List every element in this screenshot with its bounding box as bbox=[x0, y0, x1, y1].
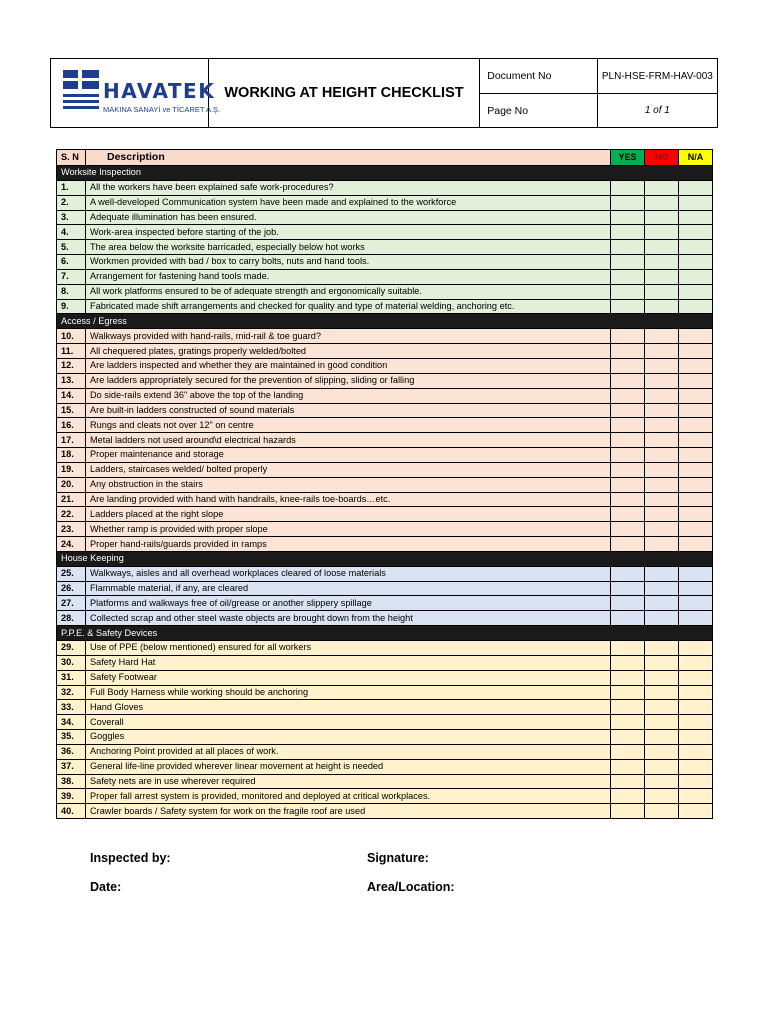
checklist-row bbox=[57, 373, 713, 388]
item-number: 19. bbox=[57, 462, 86, 477]
logo-subtitle: MAKINA SANAYİ ve TİCARET A.Ş. bbox=[103, 105, 221, 114]
checkbox-cell-no[interactable] bbox=[645, 655, 679, 670]
item-number: 31. bbox=[57, 670, 86, 685]
checkbox-cell-yes[interactable] bbox=[611, 462, 645, 477]
item-number: 20. bbox=[57, 477, 86, 492]
item-number: 38. bbox=[57, 774, 86, 789]
checkbox-cell-no[interactable] bbox=[645, 700, 679, 715]
checkbox-cell-no[interactable] bbox=[645, 448, 679, 463]
item-description: Crawler boards / Safety system for work on the fragile roof are used bbox=[86, 804, 611, 819]
checkbox-cell-na[interactable] bbox=[679, 655, 713, 670]
item-description: Metal ladders not used around\d electrical hazards bbox=[86, 433, 611, 448]
item-description: General life-line provided wherever linear movement at height is needed bbox=[86, 759, 611, 774]
item-description: Are built-in ladders constructed of sound materials bbox=[86, 403, 611, 418]
checkbox-cell-na[interactable] bbox=[679, 180, 713, 195]
checklist-row bbox=[57, 225, 713, 240]
checklist-row bbox=[57, 759, 713, 774]
item-description: Ladders placed at the right slope bbox=[86, 507, 611, 522]
checkbox-cell-no[interactable] bbox=[645, 685, 679, 700]
checkbox-cell-no[interactable] bbox=[645, 418, 679, 433]
checkbox-cell-yes[interactable] bbox=[611, 774, 645, 789]
checklist-row bbox=[57, 403, 713, 418]
checkbox-cell-no[interactable] bbox=[645, 566, 679, 581]
checkbox-cell-na[interactable] bbox=[679, 685, 713, 700]
checkbox-cell-na[interactable] bbox=[679, 492, 713, 507]
item-description: Proper fall arrest system is provided, monitored and deployed at critical workplaces. bbox=[86, 789, 611, 804]
item-description: Are landing provided with hand with handrails, knee-rails toe-boards…etc. bbox=[86, 492, 611, 507]
checkbox-cell-no[interactable] bbox=[645, 358, 679, 373]
checkbox-cell-no[interactable] bbox=[645, 744, 679, 759]
checkbox-cell-na[interactable] bbox=[679, 195, 713, 210]
logo-name: HAVATEK bbox=[103, 79, 216, 103]
checklist-row bbox=[57, 180, 713, 195]
checkbox-cell-no[interactable] bbox=[645, 477, 679, 492]
checkbox-cell-no[interactable] bbox=[645, 522, 679, 537]
item-description: All work platforms ensured to be of adequate strength and ergonomically suitable. bbox=[86, 284, 611, 299]
checkbox-cell-na[interactable] bbox=[679, 804, 713, 819]
item-number: 18. bbox=[57, 448, 86, 463]
item-description: Whether ramp is provided with proper slope bbox=[86, 522, 611, 537]
checkbox-cell-na[interactable] bbox=[679, 744, 713, 759]
item-number: 29. bbox=[57, 641, 86, 656]
column-header-na: N/A bbox=[679, 150, 713, 166]
checkbox-cell-no[interactable] bbox=[645, 225, 679, 240]
item-number: 4. bbox=[57, 225, 86, 240]
checkbox-cell-na[interactable] bbox=[679, 596, 713, 611]
item-description: Proper maintenance and storage bbox=[86, 448, 611, 463]
checklist-row bbox=[57, 641, 713, 656]
checkbox-cell-yes[interactable] bbox=[611, 448, 645, 463]
checkbox-cell-na[interactable] bbox=[679, 537, 713, 552]
checkbox-cell-yes[interactable] bbox=[611, 344, 645, 359]
checkbox-cell-no[interactable] bbox=[645, 611, 679, 626]
item-description: Do side-rails extend 36" above the top of the landing bbox=[86, 388, 611, 403]
checklist-row bbox=[57, 685, 713, 700]
checkbox-cell-na[interactable] bbox=[679, 269, 713, 284]
checkbox-cell-na[interactable] bbox=[679, 670, 713, 685]
checklist-row bbox=[57, 195, 713, 210]
checkbox-cell-yes[interactable] bbox=[611, 329, 645, 344]
checklist-row bbox=[57, 462, 713, 477]
checklist-row bbox=[57, 240, 713, 255]
checkbox-cell-yes[interactable] bbox=[611, 195, 645, 210]
checklist-row bbox=[57, 329, 713, 344]
item-number: 7. bbox=[57, 269, 86, 284]
document-no-label: Document No bbox=[480, 59, 598, 94]
item-description: Flammable material, if any, are cleared bbox=[86, 581, 611, 596]
checkbox-cell-na[interactable] bbox=[679, 700, 713, 715]
item-description: Safety Hard Hat bbox=[86, 655, 611, 670]
item-description: Safety Footwear bbox=[86, 670, 611, 685]
item-number: 26. bbox=[57, 581, 86, 596]
checkbox-cell-yes[interactable] bbox=[611, 433, 645, 448]
checkbox-cell-no[interactable] bbox=[645, 804, 679, 819]
checklist-row bbox=[57, 418, 713, 433]
section-header-row bbox=[57, 551, 713, 566]
checkbox-cell-yes[interactable] bbox=[611, 789, 645, 804]
checkbox-cell-na[interactable] bbox=[679, 210, 713, 225]
checkbox-cell-na[interactable] bbox=[679, 240, 713, 255]
checkbox-cell-yes[interactable] bbox=[611, 744, 645, 759]
checkbox-cell-na[interactable] bbox=[679, 641, 713, 656]
checkbox-cell-na[interactable] bbox=[679, 344, 713, 359]
checkbox-cell-na[interactable] bbox=[679, 507, 713, 522]
item-number: 30. bbox=[57, 655, 86, 670]
signature-label: Signature: bbox=[367, 851, 429, 865]
checklist-row bbox=[57, 388, 713, 403]
item-description: Adequate illumination has been ensured. bbox=[86, 210, 611, 225]
checklist-row bbox=[57, 255, 713, 270]
item-description: Proper hand-rails/guards provided in ramps bbox=[86, 537, 611, 552]
document-header bbox=[50, 58, 718, 128]
checklist-row bbox=[57, 358, 713, 373]
checkbox-cell-na[interactable] bbox=[679, 759, 713, 774]
checkbox-cell-yes[interactable] bbox=[611, 284, 645, 299]
checkbox-cell-no[interactable] bbox=[645, 774, 679, 789]
item-description: Are ladders inspected and whether they are maintained in good condition bbox=[86, 358, 611, 373]
item-description: Hand Gloves bbox=[86, 700, 611, 715]
item-number: 14. bbox=[57, 388, 86, 403]
checkbox-cell-no[interactable] bbox=[645, 730, 679, 745]
item-description: Any obstruction in the stairs bbox=[86, 477, 611, 492]
checkbox-cell-yes[interactable] bbox=[611, 804, 645, 819]
checkbox-cell-no[interactable] bbox=[645, 284, 679, 299]
checkbox-cell-yes[interactable] bbox=[611, 730, 645, 745]
checklist-table bbox=[56, 149, 713, 819]
checkbox-cell-yes[interactable] bbox=[611, 566, 645, 581]
item-description: Full Body Harness while working should be anchoring bbox=[86, 685, 611, 700]
section-title: Worksite Inspection bbox=[57, 166, 713, 181]
checkbox-cell-no[interactable] bbox=[645, 403, 679, 418]
area-location-label: Area/Location: bbox=[367, 880, 455, 894]
checklist-row bbox=[57, 269, 713, 284]
checkbox-cell-na[interactable] bbox=[679, 403, 713, 418]
logo-mark-icon bbox=[63, 70, 99, 114]
item-description: All the workers have been explained safe work-procedures? bbox=[86, 180, 611, 195]
checklist-row bbox=[57, 804, 713, 819]
item-number: 35. bbox=[57, 730, 86, 745]
checkbox-cell-yes[interactable] bbox=[611, 715, 645, 730]
checkbox-cell-no[interactable] bbox=[645, 329, 679, 344]
document-title: WORKING AT HEIGHT CHECKLIST bbox=[208, 59, 480, 128]
checkbox-cell-yes[interactable] bbox=[611, 269, 645, 284]
checkbox-cell-yes[interactable] bbox=[611, 492, 645, 507]
checklist-row bbox=[57, 284, 713, 299]
checkbox-cell-yes[interactable] bbox=[611, 255, 645, 270]
checklist-row bbox=[57, 596, 713, 611]
item-description: Walkways provided with hand-rails, mid-rail & toe guard? bbox=[86, 329, 611, 344]
item-number: 33. bbox=[57, 700, 86, 715]
checkbox-cell-na[interactable] bbox=[679, 611, 713, 626]
checkbox-cell-yes[interactable] bbox=[611, 240, 645, 255]
column-header-yes: YES bbox=[611, 150, 645, 166]
column-header-description: Description bbox=[86, 150, 611, 166]
checkbox-cell-no[interactable] bbox=[645, 269, 679, 284]
checkbox-cell-no[interactable] bbox=[645, 537, 679, 552]
checkbox-cell-yes[interactable] bbox=[611, 358, 645, 373]
checklist-row bbox=[57, 730, 713, 745]
item-number: 37. bbox=[57, 759, 86, 774]
checklist-row bbox=[57, 433, 713, 448]
checklist-row bbox=[57, 700, 713, 715]
checkbox-cell-yes[interactable] bbox=[611, 225, 645, 240]
item-description: Workmen provided with bad / box to carry bolts, nuts and hand tools. bbox=[86, 255, 611, 270]
item-number: 28. bbox=[57, 611, 86, 626]
checkbox-cell-na[interactable] bbox=[679, 418, 713, 433]
checkbox-cell-yes[interactable] bbox=[611, 700, 645, 715]
checklist-row bbox=[57, 537, 713, 552]
checkbox-cell-na[interactable] bbox=[679, 358, 713, 373]
checkbox-cell-no[interactable] bbox=[645, 255, 679, 270]
document-no-value: PLN-HSE-FRM-HAV-003 bbox=[597, 59, 717, 94]
section-title: P.P.E. & Safety Devices bbox=[57, 626, 713, 641]
item-description: Anchoring Point provided at all places of work. bbox=[86, 744, 611, 759]
checklist-row bbox=[57, 522, 713, 537]
item-description: Safety nets are in use wherever required bbox=[86, 774, 611, 789]
checkbox-cell-no[interactable] bbox=[645, 388, 679, 403]
checklist-row bbox=[57, 492, 713, 507]
item-number: 21. bbox=[57, 492, 86, 507]
checkbox-cell-na[interactable] bbox=[679, 299, 713, 314]
checkbox-cell-yes[interactable] bbox=[611, 655, 645, 670]
section-title: Access / Egress bbox=[57, 314, 713, 329]
item-description: Walkways, aisles and all overhead workplaces cleared of loose materials bbox=[86, 566, 611, 581]
checkbox-cell-yes[interactable] bbox=[611, 522, 645, 537]
section-title: House Keeping bbox=[57, 551, 713, 566]
section-header-row bbox=[57, 166, 713, 181]
checklist-row bbox=[57, 477, 713, 492]
item-number: 15. bbox=[57, 403, 86, 418]
checkbox-cell-na[interactable] bbox=[679, 433, 713, 448]
checkbox-cell-na[interactable] bbox=[679, 715, 713, 730]
item-number: 12. bbox=[57, 358, 86, 373]
item-number: 11. bbox=[57, 344, 86, 359]
checkbox-cell-no[interactable] bbox=[645, 507, 679, 522]
checklist-row bbox=[57, 566, 713, 581]
column-header-no: NO bbox=[645, 150, 679, 166]
checkbox-cell-na[interactable] bbox=[679, 255, 713, 270]
checkbox-cell-no[interactable] bbox=[645, 344, 679, 359]
item-number: 24. bbox=[57, 537, 86, 552]
checkbox-cell-na[interactable] bbox=[679, 373, 713, 388]
item-description: Goggles bbox=[86, 730, 611, 745]
checkbox-cell-no[interactable] bbox=[645, 210, 679, 225]
checkbox-cell-yes[interactable] bbox=[611, 210, 645, 225]
item-description: Use of PPE (below mentioned) ensured for all workers bbox=[86, 641, 611, 656]
checklist-row bbox=[57, 448, 713, 463]
checklist-row bbox=[57, 611, 713, 626]
checkbox-cell-yes[interactable] bbox=[611, 611, 645, 626]
item-number: 1. bbox=[57, 180, 86, 195]
checkbox-cell-na[interactable] bbox=[679, 566, 713, 581]
item-number: 32. bbox=[57, 685, 86, 700]
page-no-label: Page No bbox=[480, 94, 598, 128]
checkbox-cell-na[interactable] bbox=[679, 730, 713, 745]
checkbox-cell-no[interactable] bbox=[645, 433, 679, 448]
item-description: Ladders, staircases welded/ bolted properly bbox=[86, 462, 611, 477]
item-number: 17. bbox=[57, 433, 86, 448]
checkbox-cell-na[interactable] bbox=[679, 388, 713, 403]
item-description: A well-developed Communication system have been made and explained to the workforce bbox=[86, 195, 611, 210]
checklist-row bbox=[57, 210, 713, 225]
item-number: 13. bbox=[57, 373, 86, 388]
section-header-row bbox=[57, 626, 713, 641]
checkbox-cell-yes[interactable] bbox=[611, 403, 645, 418]
checkbox-cell-yes[interactable] bbox=[611, 670, 645, 685]
item-description: Arrangement for fastening hand tools made. bbox=[86, 269, 611, 284]
checkbox-cell-yes[interactable] bbox=[611, 180, 645, 195]
company-logo bbox=[51, 59, 221, 128]
checkbox-cell-yes[interactable] bbox=[611, 596, 645, 611]
column-header-sn: S. N bbox=[57, 150, 86, 166]
checkbox-cell-no[interactable] bbox=[645, 581, 679, 596]
checkbox-cell-no[interactable] bbox=[645, 373, 679, 388]
item-number: 34. bbox=[57, 715, 86, 730]
checklist-row bbox=[57, 581, 713, 596]
checklist-row bbox=[57, 789, 713, 804]
item-number: 22. bbox=[57, 507, 86, 522]
item-number: 8. bbox=[57, 284, 86, 299]
checkbox-cell-na[interactable] bbox=[679, 448, 713, 463]
item-number: 16. bbox=[57, 418, 86, 433]
item-number: 2. bbox=[57, 195, 86, 210]
checkbox-cell-na[interactable] bbox=[679, 581, 713, 596]
item-number: 3. bbox=[57, 210, 86, 225]
checkbox-cell-yes[interactable] bbox=[611, 537, 645, 552]
checklist-row bbox=[57, 344, 713, 359]
checkbox-cell-na[interactable] bbox=[679, 225, 713, 240]
checklist-row bbox=[57, 774, 713, 789]
checkbox-cell-no[interactable] bbox=[645, 195, 679, 210]
checkbox-cell-no[interactable] bbox=[645, 299, 679, 314]
checklist-row bbox=[57, 670, 713, 685]
checkbox-cell-na[interactable] bbox=[679, 284, 713, 299]
checkbox-cell-na[interactable] bbox=[679, 477, 713, 492]
checkbox-cell-no[interactable] bbox=[645, 670, 679, 685]
item-description: Are ladders appropriately secured for the prevention of slipping, sliding or falling bbox=[86, 373, 611, 388]
checkbox-cell-yes[interactable] bbox=[611, 299, 645, 314]
checkbox-cell-yes[interactable] bbox=[611, 507, 645, 522]
checkbox-cell-yes[interactable] bbox=[611, 388, 645, 403]
item-description: All chequered plates, gratings properly welded/bolted bbox=[86, 344, 611, 359]
checkbox-cell-no[interactable] bbox=[645, 492, 679, 507]
item-number: 23. bbox=[57, 522, 86, 537]
item-number: 27. bbox=[57, 596, 86, 611]
section-header-row bbox=[57, 314, 713, 329]
item-description: Work-area inspected before starting of the job. bbox=[86, 225, 611, 240]
date-label: Date: bbox=[90, 880, 122, 894]
item-number: 9. bbox=[57, 299, 86, 314]
item-number: 36. bbox=[57, 744, 86, 759]
checkbox-cell-no[interactable] bbox=[645, 180, 679, 195]
checkbox-cell-yes[interactable] bbox=[611, 759, 645, 774]
checklist-row bbox=[57, 744, 713, 759]
checklist-row bbox=[57, 715, 713, 730]
page-no-value: 1 of 1 bbox=[597, 94, 717, 128]
item-number: 39. bbox=[57, 789, 86, 804]
checkbox-cell-no[interactable] bbox=[645, 759, 679, 774]
checkbox-cell-yes[interactable] bbox=[611, 418, 645, 433]
checkbox-cell-na[interactable] bbox=[679, 329, 713, 344]
checkbox-cell-yes[interactable] bbox=[611, 477, 645, 492]
checkbox-cell-na[interactable] bbox=[679, 462, 713, 477]
checkbox-cell-yes[interactable] bbox=[611, 685, 645, 700]
checklist-row bbox=[57, 655, 713, 670]
checklist-row bbox=[57, 299, 713, 314]
item-number: 5. bbox=[57, 240, 86, 255]
checkbox-cell-no[interactable] bbox=[645, 462, 679, 477]
table-header-row bbox=[57, 150, 713, 166]
item-description: Coverall bbox=[86, 715, 611, 730]
checkbox-cell-yes[interactable] bbox=[611, 373, 645, 388]
checkbox-cell-no[interactable] bbox=[645, 641, 679, 656]
item-description: The area below the worksite barricaded, especially below hot works bbox=[86, 240, 611, 255]
checkbox-cell-na[interactable] bbox=[679, 774, 713, 789]
checkbox-cell-yes[interactable] bbox=[611, 581, 645, 596]
item-number: 6. bbox=[57, 255, 86, 270]
item-number: 40. bbox=[57, 804, 86, 819]
checkbox-cell-no[interactable] bbox=[645, 596, 679, 611]
inspected-by-label: Inspected by: bbox=[90, 851, 171, 865]
item-number: 25. bbox=[57, 566, 86, 581]
item-description: Platforms and walkways free of oil/grease or another slippery spillage bbox=[86, 596, 611, 611]
checkbox-cell-no[interactable] bbox=[645, 789, 679, 804]
checklist-row bbox=[57, 507, 713, 522]
checkbox-cell-na[interactable] bbox=[679, 522, 713, 537]
item-description: Fabricated made shift arrangements and checked for quality and type of material welding, anchoring etc. bbox=[86, 299, 611, 314]
checkbox-cell-yes[interactable] bbox=[611, 641, 645, 656]
checkbox-cell-no[interactable] bbox=[645, 715, 679, 730]
item-description: Collected scrap and other steel waste objects are brought down from the height bbox=[86, 611, 611, 626]
item-description: Rungs and cleats not over 12" on centre bbox=[86, 418, 611, 433]
checkbox-cell-no[interactable] bbox=[645, 240, 679, 255]
checkbox-cell-na[interactable] bbox=[679, 789, 713, 804]
item-number: 10. bbox=[57, 329, 86, 344]
